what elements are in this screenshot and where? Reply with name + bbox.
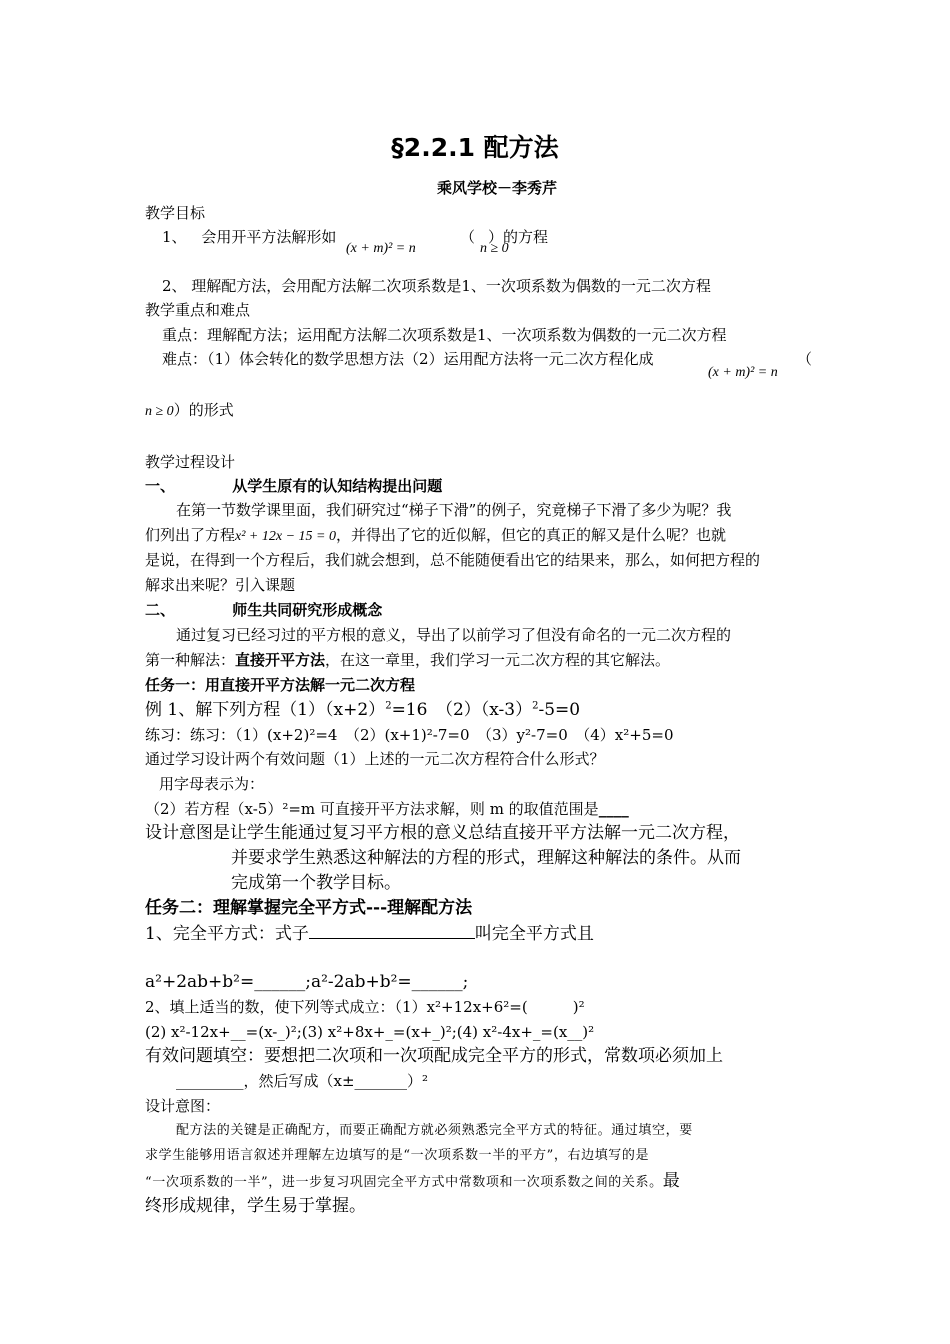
- keypoints-heading: 教学重点和难点: [145, 301, 251, 319]
- difficulty-formula: (x + m)² = n: [708, 365, 778, 380]
- square-blank: _______: [354, 1072, 408, 1090]
- section-2-para-line-2: 第一种解法：直接开平方法，在这一章里，我们学习一元二次方程的其它解法。: [145, 651, 671, 669]
- task-2-design-heading: 设计意图：: [145, 1097, 221, 1115]
- author-line: 乘风学校－李秀芹: [436, 179, 557, 197]
- objectives-heading: 教学目标: [145, 204, 206, 222]
- task-2-design-line-2: 求学生能够用语言叙述并理解左边填写的是“一次项系数一半的平方”，右边填写的是: [145, 1148, 650, 1163]
- task-1-question-2: （2）若方程（x-5）²=m 可直接开平方法求解，则 m 的取值范围是____: [145, 800, 629, 818]
- section-2-number: 二、: [145, 601, 176, 619]
- difficulty-paren-open: （: [797, 350, 813, 368]
- section-1-title: 从学生原有的认知结构提出问题: [232, 477, 443, 495]
- section-2-heading: [145, 599, 382, 621]
- definition-blank: [309, 922, 475, 939]
- task-2-effective-question: 有效问题填空：要想把二次项和一次项配成完全平方的形式，常数项必须加上: [145, 1046, 723, 1066]
- ladder-equation: x² + 12x − 15 = 0: [235, 529, 336, 544]
- objective-1-number: 1、: [162, 228, 187, 246]
- task-2-effective-question-line-2: _________，然后写成（x±_______）²: [176, 1072, 429, 1090]
- task-2-design-line-4: 终形成规律，学生易于掌握。: [145, 1196, 366, 1216]
- section-1-para-line-3: 是说，在得到一个方程后，我们就会想到，总不能随便看出它的结果来，那么，如何把方程的: [145, 551, 761, 569]
- section-1-heading: [145, 475, 442, 497]
- objective-1-condition: n ≥ 0: [480, 241, 509, 256]
- objective-1: [162, 226, 336, 248]
- task-1-intent-line-2: 并要求学生熟悉这种解法的方程的形式，理解这种解法的条件。从而: [231, 848, 741, 868]
- keypoints-focus: 重点：理解配方法；运用配方法解二次项系数是1、一次项系数为偶数的一元二次方程: [162, 326, 727, 344]
- task-2-title: 任务二：理解掌握完全平方式---理解配方法: [145, 898, 473, 918]
- task-2-identity: a²+2ab+b²=______;a²-2ab+b²=______;: [145, 972, 469, 992]
- objective-2: 2、 理解配方法，会用配方法解二次项系数是1、一次项系数为偶数的一元二次方程: [162, 277, 711, 295]
- direct-sqrt-method: 直接开平方法: [235, 651, 326, 669]
- section-2-title: 师生共同研究形成概念: [232, 601, 383, 619]
- section-1-para-line-2: 们列出了方程x² + 12x − 15 = 0，并得出了它的近似解，但它的真正的解又是什么呢？也就: [145, 526, 726, 544]
- process-heading: 教学过程设计: [145, 453, 236, 471]
- task-2-design-line-3: “一次项系数的一半”，进一步复习巩固完全平方式中常数项和一次项系数之间的关系。最: [145, 1171, 680, 1191]
- keypoints-difficulty: 难点：（1）体会转化的数学思想方法（2）运用配方法将一元二次方程化成: [162, 350, 654, 368]
- task-1-intent-line-1: 设计意图是让学生能通过复习平方根的意义总结直接开平方法解一元二次方程，: [145, 823, 740, 843]
- difficulty-condition-line: [145, 399, 234, 423]
- objective-1-formula: (x + m)² = n: [346, 241, 416, 256]
- task-1-title: 任务一：用直接开平方法解一元二次方程: [145, 676, 416, 694]
- task-1-letters: 用字母表示为：: [159, 775, 265, 793]
- section-1-para-line-1: 在第一节数学课里面，我们研究过“梯子下滑”的例子，究竟梯子下滑了多少为呢？我: [176, 501, 732, 519]
- difficulty-condition: n ≥ 0: [145, 404, 174, 419]
- objective-1-tail: ）的方程: [488, 228, 549, 246]
- difficulty-tail: ）的形式: [173, 401, 234, 419]
- task-2-design-line-1: 配方法的关键是正确配方，而要正确配方就必须熟悉完全平方式的特征。通过填空，要: [176, 1123, 693, 1138]
- constant-blank: _________: [176, 1072, 244, 1090]
- range-blank: ____: [598, 800, 629, 818]
- task-2-fill-line-1: 2、填上适当的数，使下列等式成立：（1）x²+12x+6²=( )²: [145, 998, 585, 1016]
- section-2-para-line-1: 通过复习已经习过的平方根的意义，导出了以前学习了但没有命名的一元二次方程的: [176, 626, 732, 644]
- task-2-fill-line-2: (2) x²-12x+__=(x-_)²;(3) x²+8x+_=(x+_)²;(4) x²-4x+_=(x__)²: [145, 1023, 595, 1041]
- objective-1-paren-open: （: [460, 228, 476, 246]
- task-1-exercise: 练习：练习：（1）(x+2)²=4 （2）(x+1)²-7=0 （3）y²-7=0 （4）x²+5=0: [145, 726, 674, 744]
- page-title: §2.2.1 配方法: [391, 133, 559, 162]
- task-2-definition: 1、完全平方式：式子 叫完全平方式且: [145, 924, 594, 944]
- section-1-number: 一、: [145, 477, 176, 495]
- task-1-design-question: 通过学习设计两个有效问题（1）上述的一元二次方程符合什么形式？: [145, 750, 605, 768]
- task-1-example: 例 1、解下列方程$(1)(x+2)^2=16$ $(2)(x-3)^2-5=0$: [145, 700, 581, 720]
- task-1-intent-line-3: 完成第一个教学目标。: [231, 873, 401, 893]
- section-1-para-line-4: 解求出来呢？引入课题: [145, 576, 296, 594]
- objective-1-text: 会用开平方法解形如: [201, 228, 337, 246]
